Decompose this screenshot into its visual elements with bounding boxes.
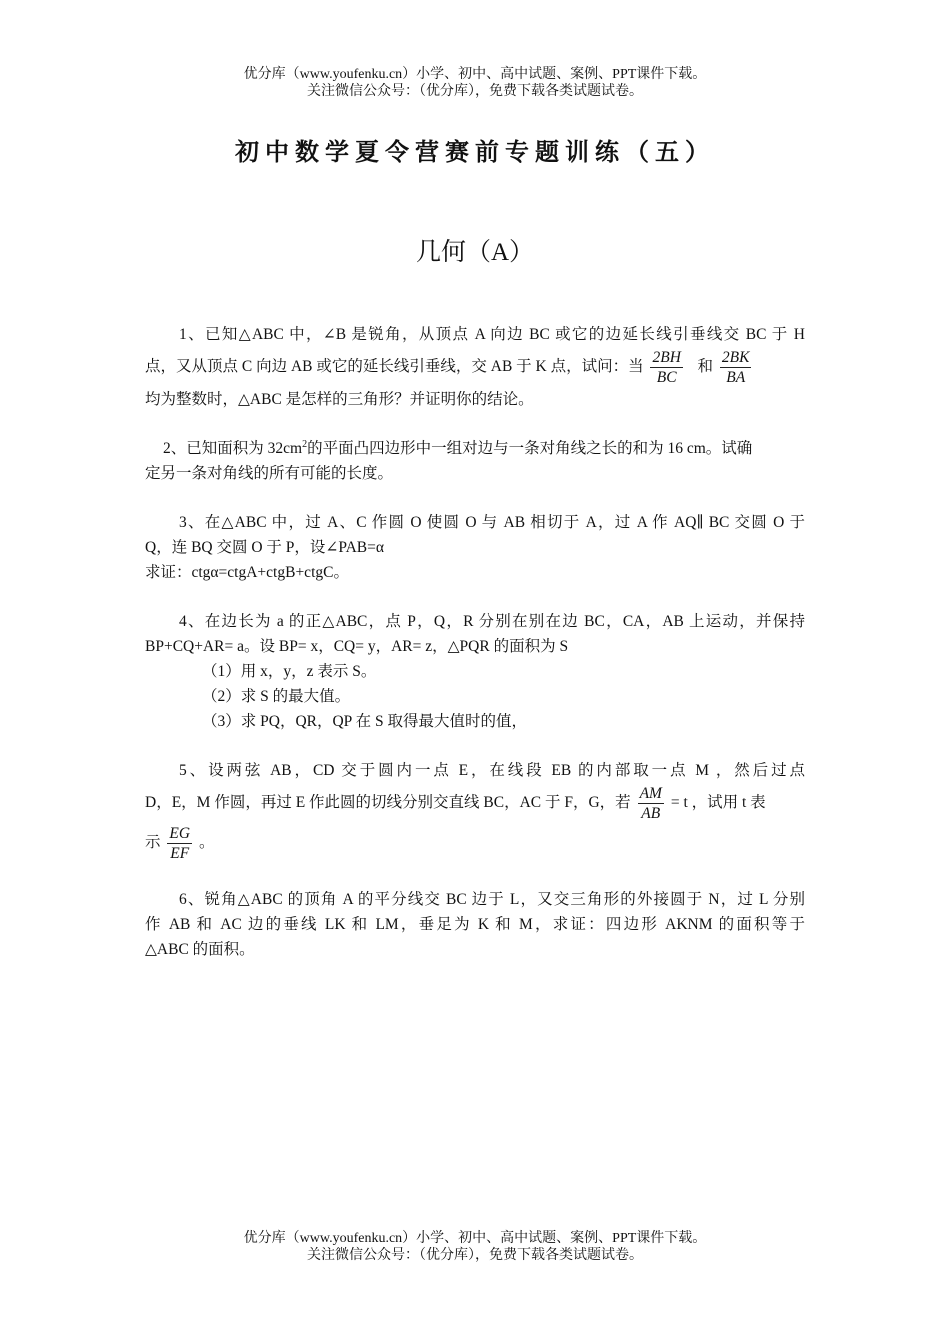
fraction-2bk-over-ba: [720, 348, 752, 387]
problem-1-line-2: [145, 347, 805, 387]
problem-3-line-1: 3、在△ABC 中，过 A、C 作圆 O 使圆 O 与 AB 相切于 A，过 A 作 AQ∥ BC 交圆 O 于: [179, 514, 805, 531]
problem-6-line-3: △ABC 的面积。: [145, 941, 255, 958]
fraction-denominator: AB: [641, 804, 661, 822]
problem-5-text-b: = t ，试用 t 表: [670, 794, 766, 811]
problem-4: [145, 609, 805, 734]
document-title: 初中数学夏令营赛前专题训练（五）: [235, 140, 715, 166]
footer-line-2: 关注微信公众号：（优分库），免费下载各类试题试卷。: [307, 1248, 643, 1263]
superscript-2: 2: [302, 438, 308, 450]
problem-6: [145, 887, 805, 962]
problem-6-line-2: 作 AB 和 AC 边的垂线 LK 和 LM，垂足为 K 和 M，求证：四边形 AKNM 的面积等于: [145, 916, 805, 933]
header-line-2: 关注微信公众号：（优分库），免费下载各类试题试卷。: [307, 84, 643, 99]
fraction-numerator: 2BH: [652, 348, 681, 366]
problem-2-line-2: 定另一条对角线的所有可能的长度。: [145, 465, 394, 482]
problem-3-line-3: 求证：ctgα=ctgA+ctgB+ctgC。: [145, 564, 349, 581]
problem-4-part-3: （3）求 PQ，QR，QP 在 S 取得最大值时的值，: [202, 713, 527, 730]
problem-1-line-3: 均为整数时，△ABC 是怎样的三角形？并证明你的结论。: [145, 391, 534, 408]
problem-4-line-1: 4、在边长为 a 的正△ABC，点 P，Q，R 分别在别在边 BC，CA，AB 上运动，并保持: [179, 613, 805, 630]
problem-4-part-2: （2）求 S 的最大值。: [202, 688, 351, 705]
problem-2-line-1: [145, 436, 805, 461]
problem-2-text-a: 2、已知面积为 32cm: [163, 440, 303, 457]
problem-2: [145, 436, 805, 486]
page-header: [0, 66, 950, 100]
fraction-numerator: AM: [639, 784, 662, 802]
page-footer: [0, 1230, 950, 1264]
problem-1-line-1: 1、已知△ABC 中，∠B 是锐角，从顶点 A 向边 BC 或它的边延长线引垂线交 BC 于 H: [179, 326, 805, 343]
fraction-2bh-over-bc: [650, 348, 682, 387]
problem-4-line-2: BP+CQ+AR= a。设 BP= x，CQ= y，AR= z，△PQR 的面积为 S: [145, 638, 569, 655]
problem-5-text-a: D，E，M 作圆，再过 E 作此圆的切线分别交直线 BC，AC 于 F，G，若: [145, 794, 631, 811]
header-line-1: 优分库（www.youfenku.cn）小学、初中、高中试题、案例、PPT课件下载。: [243, 67, 707, 82]
problem-5-text-c: 示: [145, 834, 161, 851]
problem-1: [145, 322, 805, 412]
fraction-denominator: EF: [170, 844, 190, 862]
fraction-denominator: BA: [726, 368, 746, 386]
fraction-numerator: 2BK: [721, 348, 750, 366]
problem-list: [145, 322, 805, 986]
fraction-numerator: EG: [169, 824, 191, 842]
footer-line-1: 优分库（www.youfenku.cn）小学、初中、高中试题、案例、PPT课件下载。: [243, 1231, 707, 1246]
fraction-eg-over-ef: [167, 824, 192, 863]
problem-5-line-3: [145, 823, 805, 863]
and-word: 和: [697, 358, 714, 375]
problem-3-line-2: Q，连 BQ 交圆 O 于 P，设∠PAB=α: [145, 539, 384, 556]
fraction-denominator: BC: [656, 368, 677, 386]
problem-5-line-2: [145, 783, 805, 823]
problem-1-text: 点，又从顶点 C 向边 AB 或它的延长线引垂线，交 AB 于 K 点，试问：当: [145, 358, 644, 375]
section-title: 几何（A）: [415, 239, 535, 266]
problem-2-text-b: 的平面凸四边形中一组对边与一条对角线之长的和为 16 cm。试确: [307, 440, 753, 457]
fraction-am-over-ab: [638, 784, 664, 823]
problem-5-text-d: 。: [198, 834, 215, 851]
problem-4-part-1: （1）用 x，y，z 表示 S。: [202, 663, 377, 680]
problem-6-line-1: 6、锐角△ABC 的顶角 A 的平分线交 BC 边于 L，又交三角形的外接圆于 N，过 L 分别: [179, 891, 805, 908]
problem-3: [145, 510, 805, 585]
problem-5-line-1: 5、设两弦 AB，CD 交于圆内一点 E，在线段 EB 的内部取一点 M ，然后过点: [179, 762, 805, 779]
problem-5: [145, 758, 805, 863]
